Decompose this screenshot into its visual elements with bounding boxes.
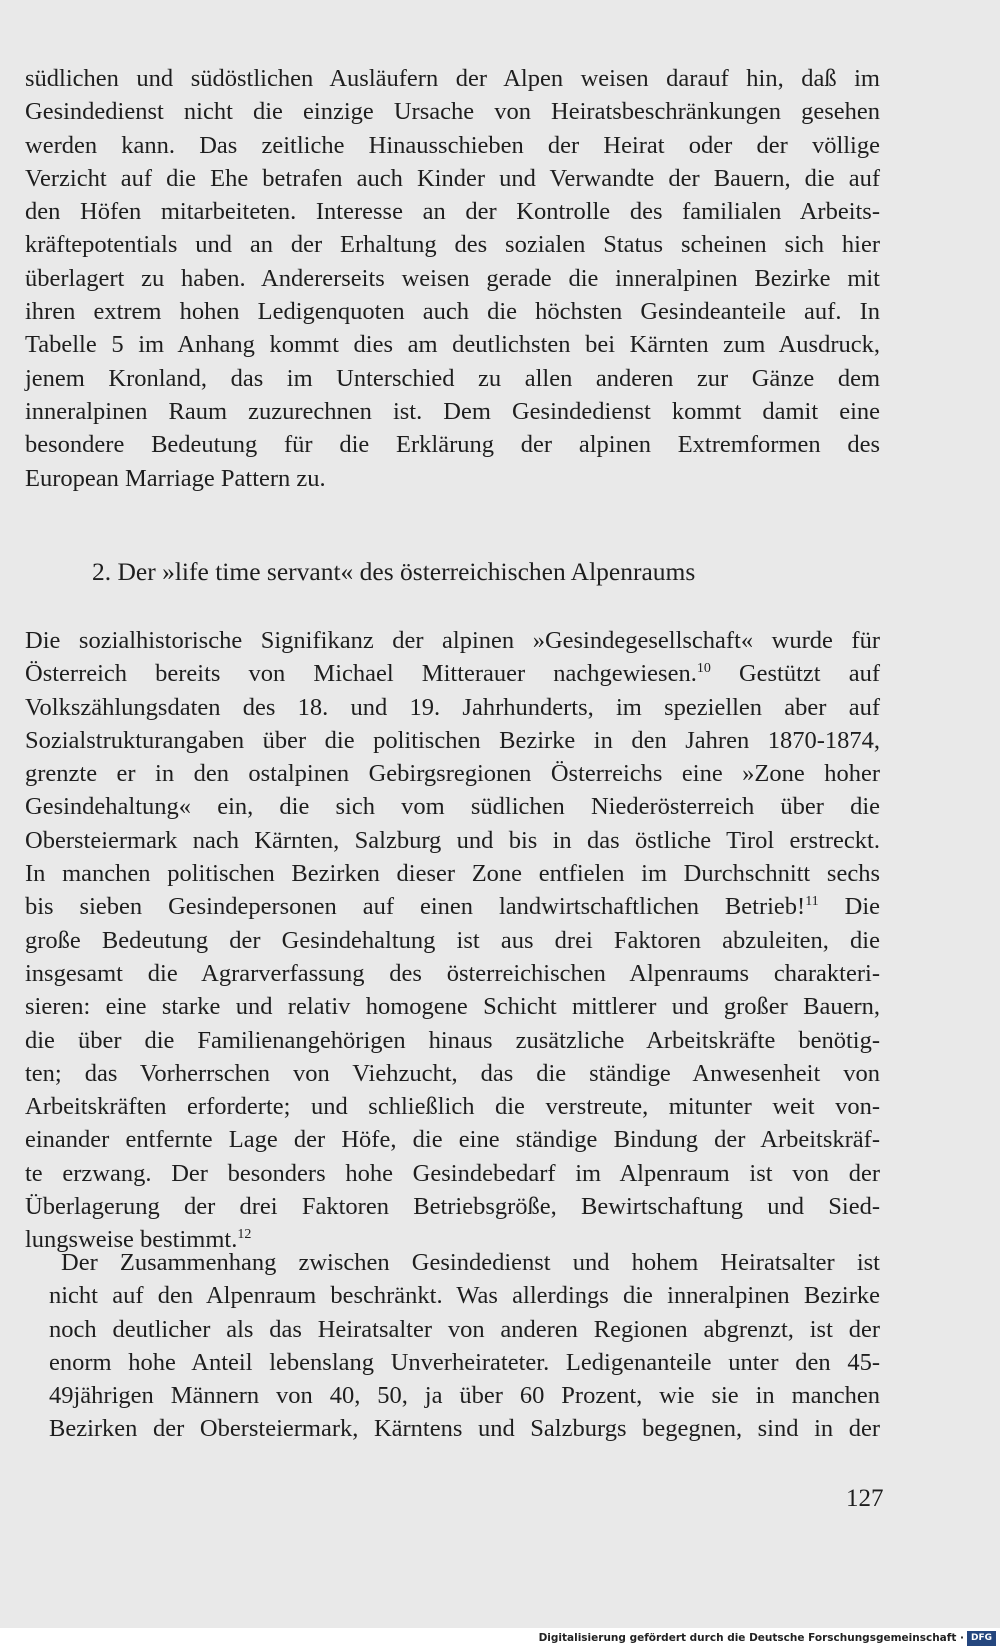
text-line: die über die Familienangehörigen hinaus zusätzliche Arbeitskräfte benötig- xyxy=(25,1026,880,1054)
text-line: Verzicht auf die Ehe betrafen auch Kinder und Verwandte der Bauern, die auf xyxy=(25,164,880,192)
section-heading: 2. Der »life time servant« des österreichischen Alpenraums xyxy=(92,557,696,586)
text-line: überlagert zu haben. Andererseits weisen gerade die inneralpinen Bezirke mit xyxy=(25,264,880,292)
text-line: enorm hohe Anteil lebenslang Unverheirateter. Ledigenanteile unter den 45- xyxy=(49,1348,880,1376)
line-text: Die xyxy=(818,893,881,921)
text-line: einander entfernte Lage der Höfe, die eine ständige Bindung der Arbeitskräf- xyxy=(25,1126,880,1154)
text-line: Bezirken der Obersteiermark, Kärntens und Salzburgs begegnen, sind in der xyxy=(49,1415,880,1443)
text-line: grenzte er in den ostalpinen Gebirgsregionen Österreichs eine »Zone hoher xyxy=(25,760,880,788)
text-line xyxy=(25,657,880,690)
dfg-logo: DFG xyxy=(967,1631,996,1646)
text-line: Der Zusammenhang zwischen Gesindedienst und hohem Heiratsalter ist xyxy=(61,1249,880,1276)
text-line: ten; das Vorherrschen von Viehzucht, das die ständige Anwesenheit von xyxy=(25,1059,880,1087)
footnote-ref-10: 10 xyxy=(696,661,711,677)
text-line: südlichen und südöstlichen Ausläufern der Alpen weisen darauf hin, daß im xyxy=(25,65,880,92)
text-line: In manchen politischen Bezirken dieser Zone entfielen im Durchschnitt sechs xyxy=(25,860,880,888)
text-line: insgesamt die Agrarverfassung des österreichischen Alpenraums charakteri- xyxy=(25,959,880,987)
footer-credit: Digitalisierung gefördert durch die Deutsche Forschungsgemeinschaft · xyxy=(538,1632,964,1644)
text-line: te erzwang. Der besonders hohe Gesindebedarf im Alpenraum ist von der xyxy=(25,1159,880,1187)
footnote-ref-11: 11 xyxy=(805,894,819,910)
text-line: Volkszählungsdaten des 18. und 19. Jahrhunderts, im speziellen aber auf xyxy=(25,693,880,721)
line-text: lungsweise bestimmt. xyxy=(25,1226,238,1254)
paragraph-3 xyxy=(25,1246,880,1446)
text-line: ihren extrem hohen Ledigenquoten auch die höchsten Gesindeanteile auf. In xyxy=(25,298,880,326)
text-line: noch deutlicher als das Heiratsalter von anderen Regionen abgrenzt, ist der xyxy=(49,1315,880,1343)
text-line: inneralpinen Raum zuzurechnen ist. Dem Gesindedienst kommt damit eine xyxy=(25,397,880,425)
footnote-ref-12: 12 xyxy=(237,1227,252,1243)
text-line xyxy=(25,890,880,923)
text-line: Gesindehaltung« ein, die sich vom südlichen Niederösterreich über die xyxy=(25,793,880,821)
text-line: werden kann. Das zeitliche Hinausschieben der Heirat oder der völlige xyxy=(25,131,880,159)
line-text: bis sieben Gesindepersonen auf einen landwirtschaftlichen Betrieb! xyxy=(25,893,806,921)
text-line: nicht auf den Alpenraum beschränkt. Was allerdings die inneralpinen Bezirke xyxy=(49,1282,880,1310)
text-line: den Höfen mitarbeiteten. Interesse an der Kontrolle des familialen Arbeits- xyxy=(25,198,880,226)
text-line: große Bedeutung der Gesindehaltung ist aus drei Faktoren abzuleiten, die xyxy=(25,926,880,954)
paragraph-2 xyxy=(25,624,880,1257)
text-line: European Marriage Pattern zu. xyxy=(25,464,326,492)
digitization-footer xyxy=(0,1628,1000,1651)
text-line: Sozialstrukturangaben über die politischen Bezirke in den Jahren 1870-1874, xyxy=(25,726,880,754)
line-text: Gestützt auf xyxy=(710,660,880,688)
line-text: Österreich bereits von Michael Mitterauer nachgewiesen. xyxy=(25,660,697,688)
paragraph-1 xyxy=(25,62,880,495)
text-line: Obersteiermark nach Kärnten, Salzburg und bis in das östliche Tirol erstreckt. xyxy=(25,826,880,854)
text-line: sieren: eine starke und relativ homogene Schicht mittlerer und großer Bauern, xyxy=(25,993,880,1021)
text-line: Gesindedienst nicht die einzige Ursache von Heiratsbeschränkungen gesehen xyxy=(25,98,880,126)
text-line: Die sozialhistorische Signifikanz der alpinen »Gesindegesellschaft« wurde für xyxy=(25,627,880,654)
text-line: besondere Bedeutung für die Erklärung der alpinen Extremformen des xyxy=(25,431,880,459)
text-line: Arbeitskräften erforderte; und schließlich die verstreute, mitunter weit von- xyxy=(25,1093,880,1121)
text-line: Überlagerung der drei Faktoren Betriebsgröße, Bewirtschaftung und Sied- xyxy=(25,1193,880,1221)
text-line: jenem Kronland, das im Unterschied zu allen anderen zur Gänze dem xyxy=(25,364,880,392)
text-line: kräftepotentials und an der Erhaltung des sozialen Status scheinen sich hier xyxy=(25,231,880,259)
text-line: Tabelle 5 im Anhang kommt dies am deutlichsten bei Kärnten zum Ausdruck, xyxy=(25,331,880,359)
page-number: 127 xyxy=(846,1485,884,1512)
text-line: 49jährigen Männern von 40, 50, ja über 60 Prozent, wie sie in manchen xyxy=(49,1382,880,1410)
